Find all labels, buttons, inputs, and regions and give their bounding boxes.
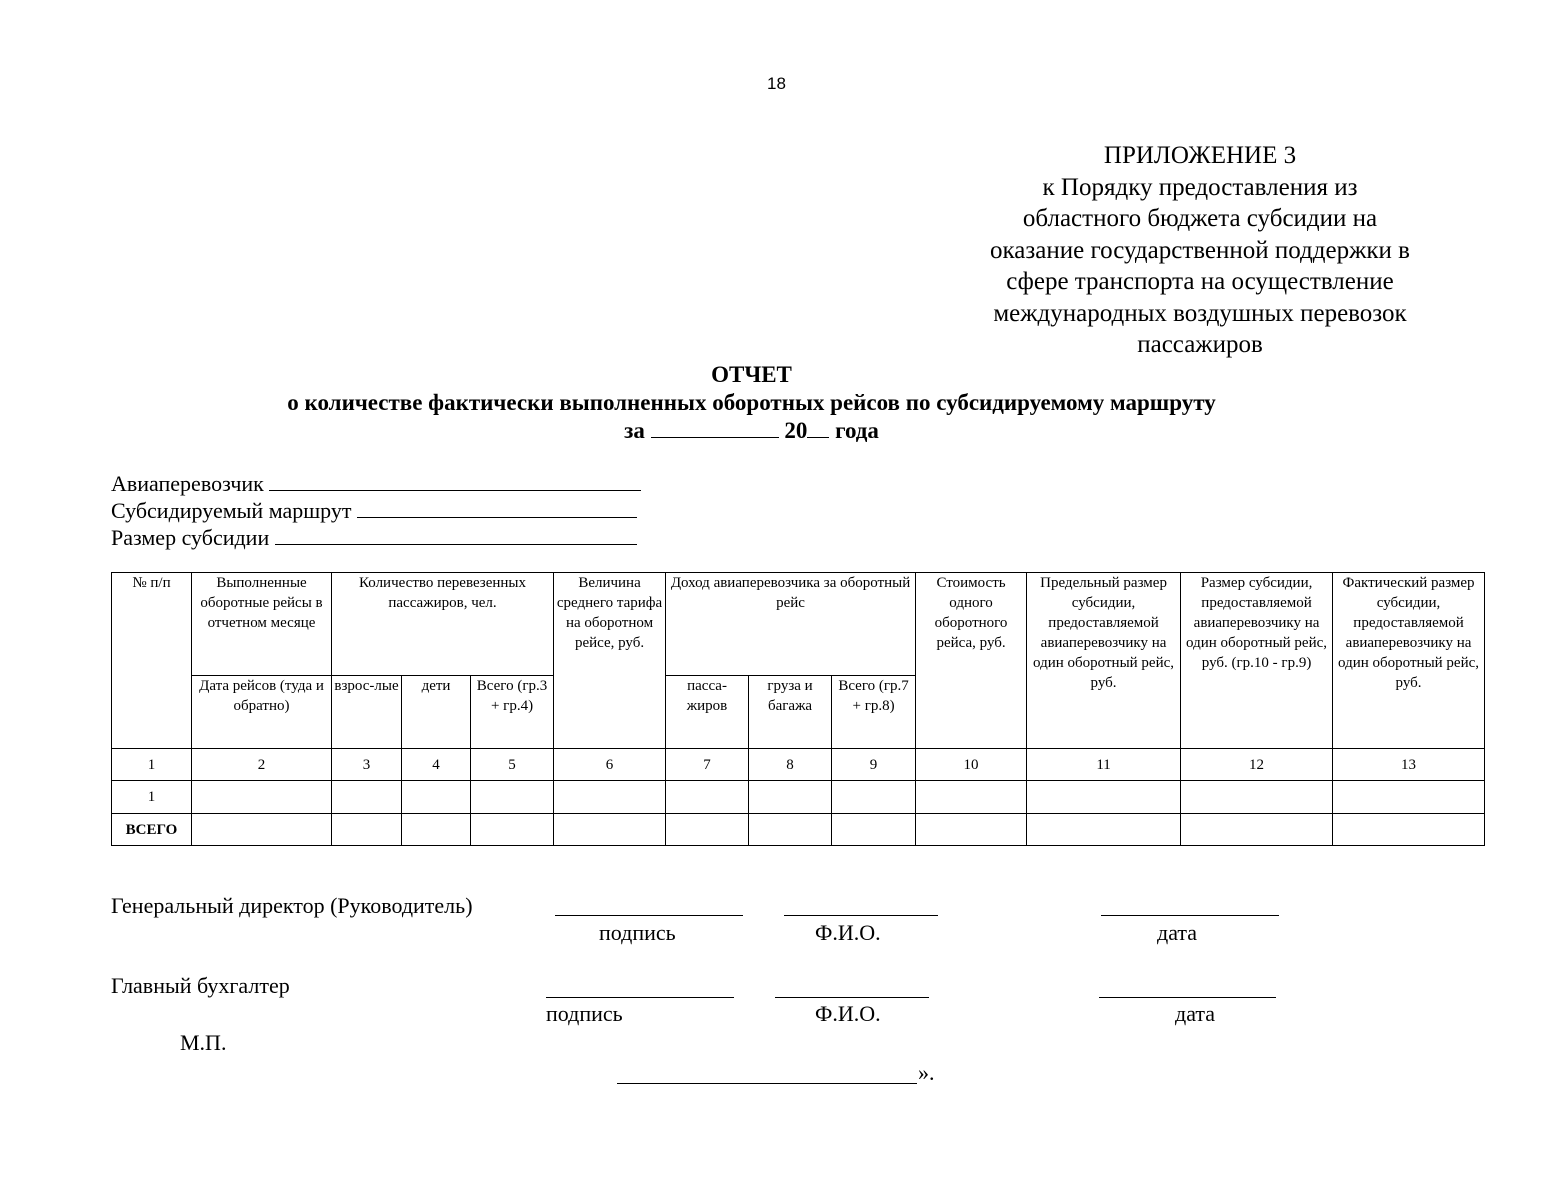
- header-adults: взрос-лые: [332, 676, 402, 749]
- appendix-line: пассажиров: [1137, 331, 1263, 358]
- stamp-label: М.П.: [180, 1030, 227, 1055]
- appendix-line: оказание государственной поддержки в: [990, 236, 1410, 264]
- director-fio-caption: Ф.И.О.: [815, 920, 881, 945]
- table-cell[interactable]: [1333, 781, 1485, 814]
- table-cell[interactable]: [471, 814, 554, 846]
- header-income-cargo: груза и багажа: [749, 676, 832, 749]
- header-income-passengers: пасса-жиров: [666, 676, 749, 749]
- table-cell[interactable]: [916, 814, 1027, 846]
- column-number: 6: [554, 749, 666, 781]
- director-signature-caption: подпись: [599, 920, 676, 945]
- table-cell[interactable]: [554, 814, 666, 846]
- appendix-line: сфере транспорта на осуществление: [1006, 268, 1394, 295]
- accountant-fio-caption: Ф.И.О.: [815, 1001, 881, 1026]
- header-children: дети: [402, 676, 471, 749]
- table-cell[interactable]: [1027, 814, 1181, 846]
- accountant-date-line[interactable]: [1099, 997, 1276, 998]
- subsidy-input-line[interactable]: [275, 526, 637, 545]
- header-dates: Дата рейсов (туда и обратно): [192, 676, 332, 749]
- table-cell[interactable]: [1181, 814, 1333, 846]
- period-suffix: года: [835, 418, 879, 443]
- carrier-field: [111, 470, 641, 497]
- column-number: 13: [1333, 749, 1485, 781]
- header-number: № п/п: [112, 573, 192, 749]
- column-number: 5: [471, 749, 554, 781]
- header-cost: Стоимость одного оборотного рейса, руб.: [916, 573, 1027, 749]
- header-total-passengers: Всего (гр.3 + гр.4): [471, 676, 554, 749]
- accountant-label: Главный бухгалтер: [111, 973, 290, 998]
- header-subsidy-size: Размер субсидии, предоставляемой авиаперевозчику на один оборотный рейс, руб. (гр.10 - гр.9): [1181, 573, 1333, 749]
- row-number: 1: [112, 781, 192, 814]
- column-number: 4: [402, 749, 471, 781]
- table-cell[interactable]: [916, 781, 1027, 814]
- accountant-fio-line[interactable]: [775, 997, 929, 998]
- report-table: [111, 572, 1485, 846]
- period-month-line[interactable]: [651, 419, 779, 438]
- closing-quote: ».: [918, 1060, 935, 1085]
- header-income: Доход авиаперевозчика за оборотный рейс: [666, 573, 916, 676]
- carrier-input-line[interactable]: [269, 472, 641, 491]
- subsidy-label: Размер субсидии: [111, 525, 270, 550]
- report-title: ОТЧЕТ: [711, 362, 792, 387]
- route-input-line[interactable]: [357, 499, 637, 518]
- total-row: [112, 814, 1485, 846]
- table-cell[interactable]: [666, 781, 749, 814]
- header-actual-subsidy: Фактический размер субсидии, предоставляемой авиаперевозчику на один оборотный рейс, руб.: [1333, 573, 1485, 749]
- column-number: 7: [666, 749, 749, 781]
- column-numbers-row: [112, 749, 1485, 781]
- column-number: 10: [916, 749, 1027, 781]
- table-cell[interactable]: [332, 814, 402, 846]
- column-number: 12: [1181, 749, 1333, 781]
- table-cell[interactable]: [192, 781, 332, 814]
- header-tariff: Величина среднего тарифа на оборотном рейсе, руб.: [554, 573, 666, 749]
- table-cell[interactable]: [471, 781, 554, 814]
- table-cell[interactable]: [402, 781, 471, 814]
- report-period: [0, 418, 1503, 444]
- column-number: 9: [832, 749, 916, 781]
- table-cell[interactable]: [832, 781, 916, 814]
- header-passengers: Количество перевезенных пассажиров, чел.: [332, 573, 554, 676]
- table-cell[interactable]: [749, 781, 832, 814]
- period-year: 20: [784, 418, 808, 443]
- report-subtitle: о количестве фактически выполненных оборотных рейсов по субсидируемому маршруту: [287, 390, 1216, 415]
- table-cell[interactable]: [1333, 814, 1485, 846]
- table-cell[interactable]: [402, 814, 471, 846]
- director-date-caption: дата: [1157, 920, 1198, 945]
- period-prefix: за: [624, 418, 645, 443]
- table-cell[interactable]: [554, 781, 666, 814]
- director-date-line[interactable]: [1101, 915, 1279, 916]
- page-number: 18: [767, 74, 786, 93]
- director-signature-line[interactable]: [555, 915, 743, 916]
- header-flights: Выполненные оборотные рейсы в отчетном месяце: [192, 573, 332, 676]
- table-cell[interactable]: [332, 781, 402, 814]
- route-label: Субсидируемый маршрут: [111, 498, 352, 523]
- table-cell[interactable]: [666, 814, 749, 846]
- appendix-line: к Порядку предоставления из: [1042, 173, 1358, 201]
- column-number: 11: [1027, 749, 1181, 781]
- accountant-signature-caption: подпись: [546, 1001, 623, 1026]
- column-number: 3: [332, 749, 402, 781]
- subsidy-field: [111, 524, 641, 551]
- table-cell[interactable]: [192, 814, 332, 846]
- column-number: 2: [192, 749, 332, 781]
- appendix-line: международных воздушных перевозок: [993, 299, 1407, 327]
- appendix-line: областного бюджета субсидии на: [1022, 205, 1378, 232]
- period-year-line[interactable]: [807, 419, 829, 438]
- route-field: [111, 497, 641, 524]
- table-cell[interactable]: [1027, 781, 1181, 814]
- appendix-title: ПРИЛОЖЕНИЕ 3: [1103, 142, 1297, 169]
- table-cell[interactable]: [832, 814, 916, 846]
- table-cell[interactable]: [1181, 781, 1333, 814]
- header-income-total: Всего (гр.7 + гр.8): [832, 676, 916, 749]
- closing-line: [617, 1083, 917, 1084]
- report-fields: [111, 470, 641, 551]
- appendix-header: [960, 140, 1440, 361]
- header-max-subsidy: Предельный размер субсидии, предоставляемой авиаперевозчику на один оборотный рейс, руб.: [1027, 573, 1181, 749]
- director-fio-line[interactable]: [784, 915, 938, 916]
- table-cell[interactable]: [749, 814, 832, 846]
- accountant-signature-line[interactable]: [546, 997, 734, 998]
- carrier-label: Авиаперевозчик: [111, 471, 264, 496]
- column-number: 8: [749, 749, 832, 781]
- total-label: ВСЕГО: [112, 814, 192, 846]
- column-number: 1: [112, 749, 192, 781]
- table-row: [112, 781, 1485, 814]
- director-label: Генеральный директор (Руководитель): [111, 893, 473, 918]
- accountant-date-caption: дата: [1175, 1001, 1216, 1026]
